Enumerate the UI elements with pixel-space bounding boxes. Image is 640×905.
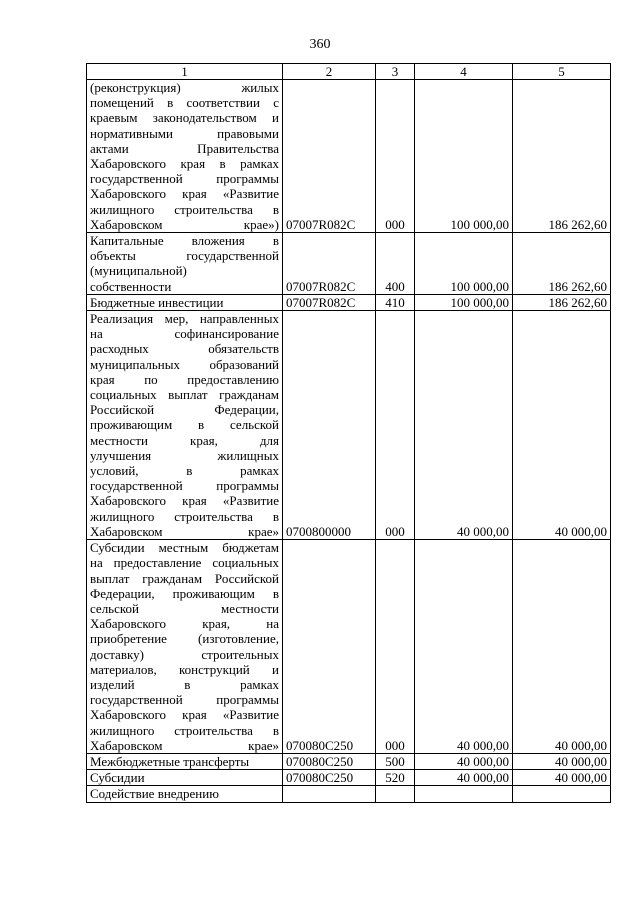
- row-code-cell: 07007R082C: [283, 294, 376, 310]
- row-name-line: Хабаровском крае»: [90, 737, 279, 753]
- row-name-line: условий, в рамках: [90, 463, 279, 479]
- row-name-line: государственной программы: [90, 478, 279, 494]
- row-name-line: расходных обязательств: [90, 341, 279, 357]
- row-code-cell: 070080C250: [283, 540, 376, 754]
- row-sum1-cell: 100 000,00: [415, 80, 513, 233]
- row-code-cell: 070080C250: [283, 753, 376, 769]
- row-name-line: улучшения жилищных: [90, 447, 279, 463]
- table-row: [87, 540, 611, 754]
- row-name-line: Субсидии: [90, 770, 145, 786]
- row-name-line: Содействие внедрению: [90, 786, 219, 802]
- row-name-line: Бюджетные инвестиции: [90, 294, 224, 310]
- row-name-line: Хабаровского края, на: [90, 616, 279, 632]
- row-vr-cell: [376, 786, 415, 802]
- row-name-cell: [87, 294, 283, 310]
- row-name-cell: [87, 770, 283, 786]
- row-vr-cell: 400: [376, 233, 415, 295]
- row-name-cell: [87, 540, 283, 754]
- row-vr-cell: 500: [376, 753, 415, 769]
- row-name-cell: [87, 753, 283, 769]
- row-name-line: муниципальных образований: [90, 356, 279, 372]
- row-sum2-cell: 186 262,60: [513, 80, 611, 233]
- row-name-line: Хабаровском крае»: [90, 523, 279, 539]
- row-sum2-cell: 186 262,60: [513, 233, 611, 295]
- row-name-cell: [87, 80, 283, 233]
- table-row: [87, 753, 611, 769]
- row-sum1-cell: 40 000,00: [415, 311, 513, 540]
- row-name-line: Российской Федерации,: [90, 402, 279, 418]
- row-sum2-cell: 40 000,00: [513, 753, 611, 769]
- row-name-line: сельской местности: [90, 600, 279, 616]
- row-sum2-cell: 40 000,00: [513, 311, 611, 540]
- row-name-line: краевым законодательством и: [90, 110, 279, 126]
- row-name-line: жилищного строительства в: [90, 508, 279, 524]
- row-name-line: доставку) строительных: [90, 646, 279, 662]
- row-sum2-cell: 40 000,00: [513, 770, 611, 786]
- row-name-line: Субсидии местным бюджетам: [90, 540, 279, 556]
- row-code-cell: 0700800000: [283, 311, 376, 540]
- row-name-line: жилищного строительства в: [90, 201, 279, 217]
- page-number: 360: [309, 37, 331, 52]
- row-vr-cell: 410: [376, 294, 415, 310]
- row-sum1-cell: [415, 786, 513, 802]
- row-code-cell: 070080C250: [283, 770, 376, 786]
- row-sum2-cell: 40 000,00: [513, 540, 611, 754]
- row-name-line: Хабаровского края «Развитие: [90, 493, 279, 509]
- row-sum1-cell: 40 000,00: [415, 770, 513, 786]
- header-row: [87, 64, 611, 80]
- row-name-line: приобретение (изготовление,: [90, 631, 279, 647]
- row-code-cell: 07007R082C: [283, 80, 376, 233]
- row-name-line: актами Правительства: [90, 140, 279, 156]
- row-name-cell: [87, 311, 283, 540]
- row-name-line: Реализация мер, направленных: [90, 311, 279, 327]
- row-name-line: Хабаровского края «Развитие: [90, 707, 279, 723]
- table-row: [87, 233, 611, 295]
- row-vr-cell: 000: [376, 311, 415, 540]
- row-name-line: Хабаровском крае»): [90, 216, 279, 232]
- column-header-sum1: 4: [415, 64, 513, 80]
- row-name-line: Хабаровского края в рамках: [90, 156, 279, 172]
- column-header-sum2: 5: [513, 64, 611, 80]
- row-name-line: помещений в соответствии с: [90, 95, 279, 111]
- row-name-line: изделий в рамках: [90, 676, 279, 692]
- row-sum1-cell: 100 000,00: [415, 294, 513, 310]
- row-name-line: государственной программы: [90, 692, 279, 708]
- row-sum1-cell: 40 000,00: [415, 540, 513, 754]
- row-name-line: Межбюджетные трансферты: [90, 753, 250, 769]
- row-name-cell: [87, 233, 283, 295]
- row-sum2-cell: [513, 786, 611, 802]
- column-header-vr: 3: [376, 64, 415, 80]
- row-name-line: (реконструкция) жилых: [90, 80, 279, 95]
- row-name-line: Капитальные вложения в: [90, 233, 279, 249]
- row-sum1-cell: 40 000,00: [415, 753, 513, 769]
- row-name-line: (муниципальной): [90, 263, 187, 279]
- row-name-line: объекты государственной: [90, 248, 279, 264]
- table-row: [87, 786, 611, 802]
- table-body: [87, 80, 611, 803]
- table-row: [87, 294, 611, 310]
- row-name-line: местности края, для: [90, 432, 279, 448]
- row-name-line: проживающим в сельской: [90, 417, 279, 433]
- row-name-line: нормативными правовыми: [90, 125, 279, 141]
- row-vr-cell: 000: [376, 80, 415, 233]
- row-sum1-cell: 100 000,00: [415, 233, 513, 295]
- row-name-line: Хабаровского края «Развитие: [90, 186, 279, 202]
- row-name-line: выплат гражданам Российской: [90, 570, 279, 586]
- row-code-cell: 07007R082C: [283, 233, 376, 295]
- column-header-name: 1: [87, 64, 283, 80]
- row-name-line: Федерации, проживающим в: [90, 585, 279, 601]
- row-name-line: материалов, конструкций и: [90, 661, 279, 677]
- row-sum2-cell: 186 262,60: [513, 294, 611, 310]
- table-row: [87, 770, 611, 786]
- row-name-line: социальных выплат гражданам: [90, 387, 279, 403]
- row-name-line: на предоставление социальных: [90, 555, 279, 571]
- row-name-line: государственной программы: [90, 171, 279, 187]
- row-name-line: на софинансирование: [90, 326, 279, 342]
- row-code-cell: [283, 786, 376, 802]
- table-row: [87, 80, 611, 233]
- row-name-line: собственности: [90, 278, 172, 294]
- row-vr-cell: 520: [376, 770, 415, 786]
- table-row: [87, 311, 611, 540]
- budget-table: [86, 63, 611, 803]
- row-name-line: жилищного строительства в: [90, 722, 279, 738]
- row-name-line: края по предоставлению: [90, 371, 279, 387]
- column-header-code: 2: [283, 64, 376, 80]
- row-name-cell: [87, 786, 283, 802]
- row-vr-cell: 000: [376, 540, 415, 754]
